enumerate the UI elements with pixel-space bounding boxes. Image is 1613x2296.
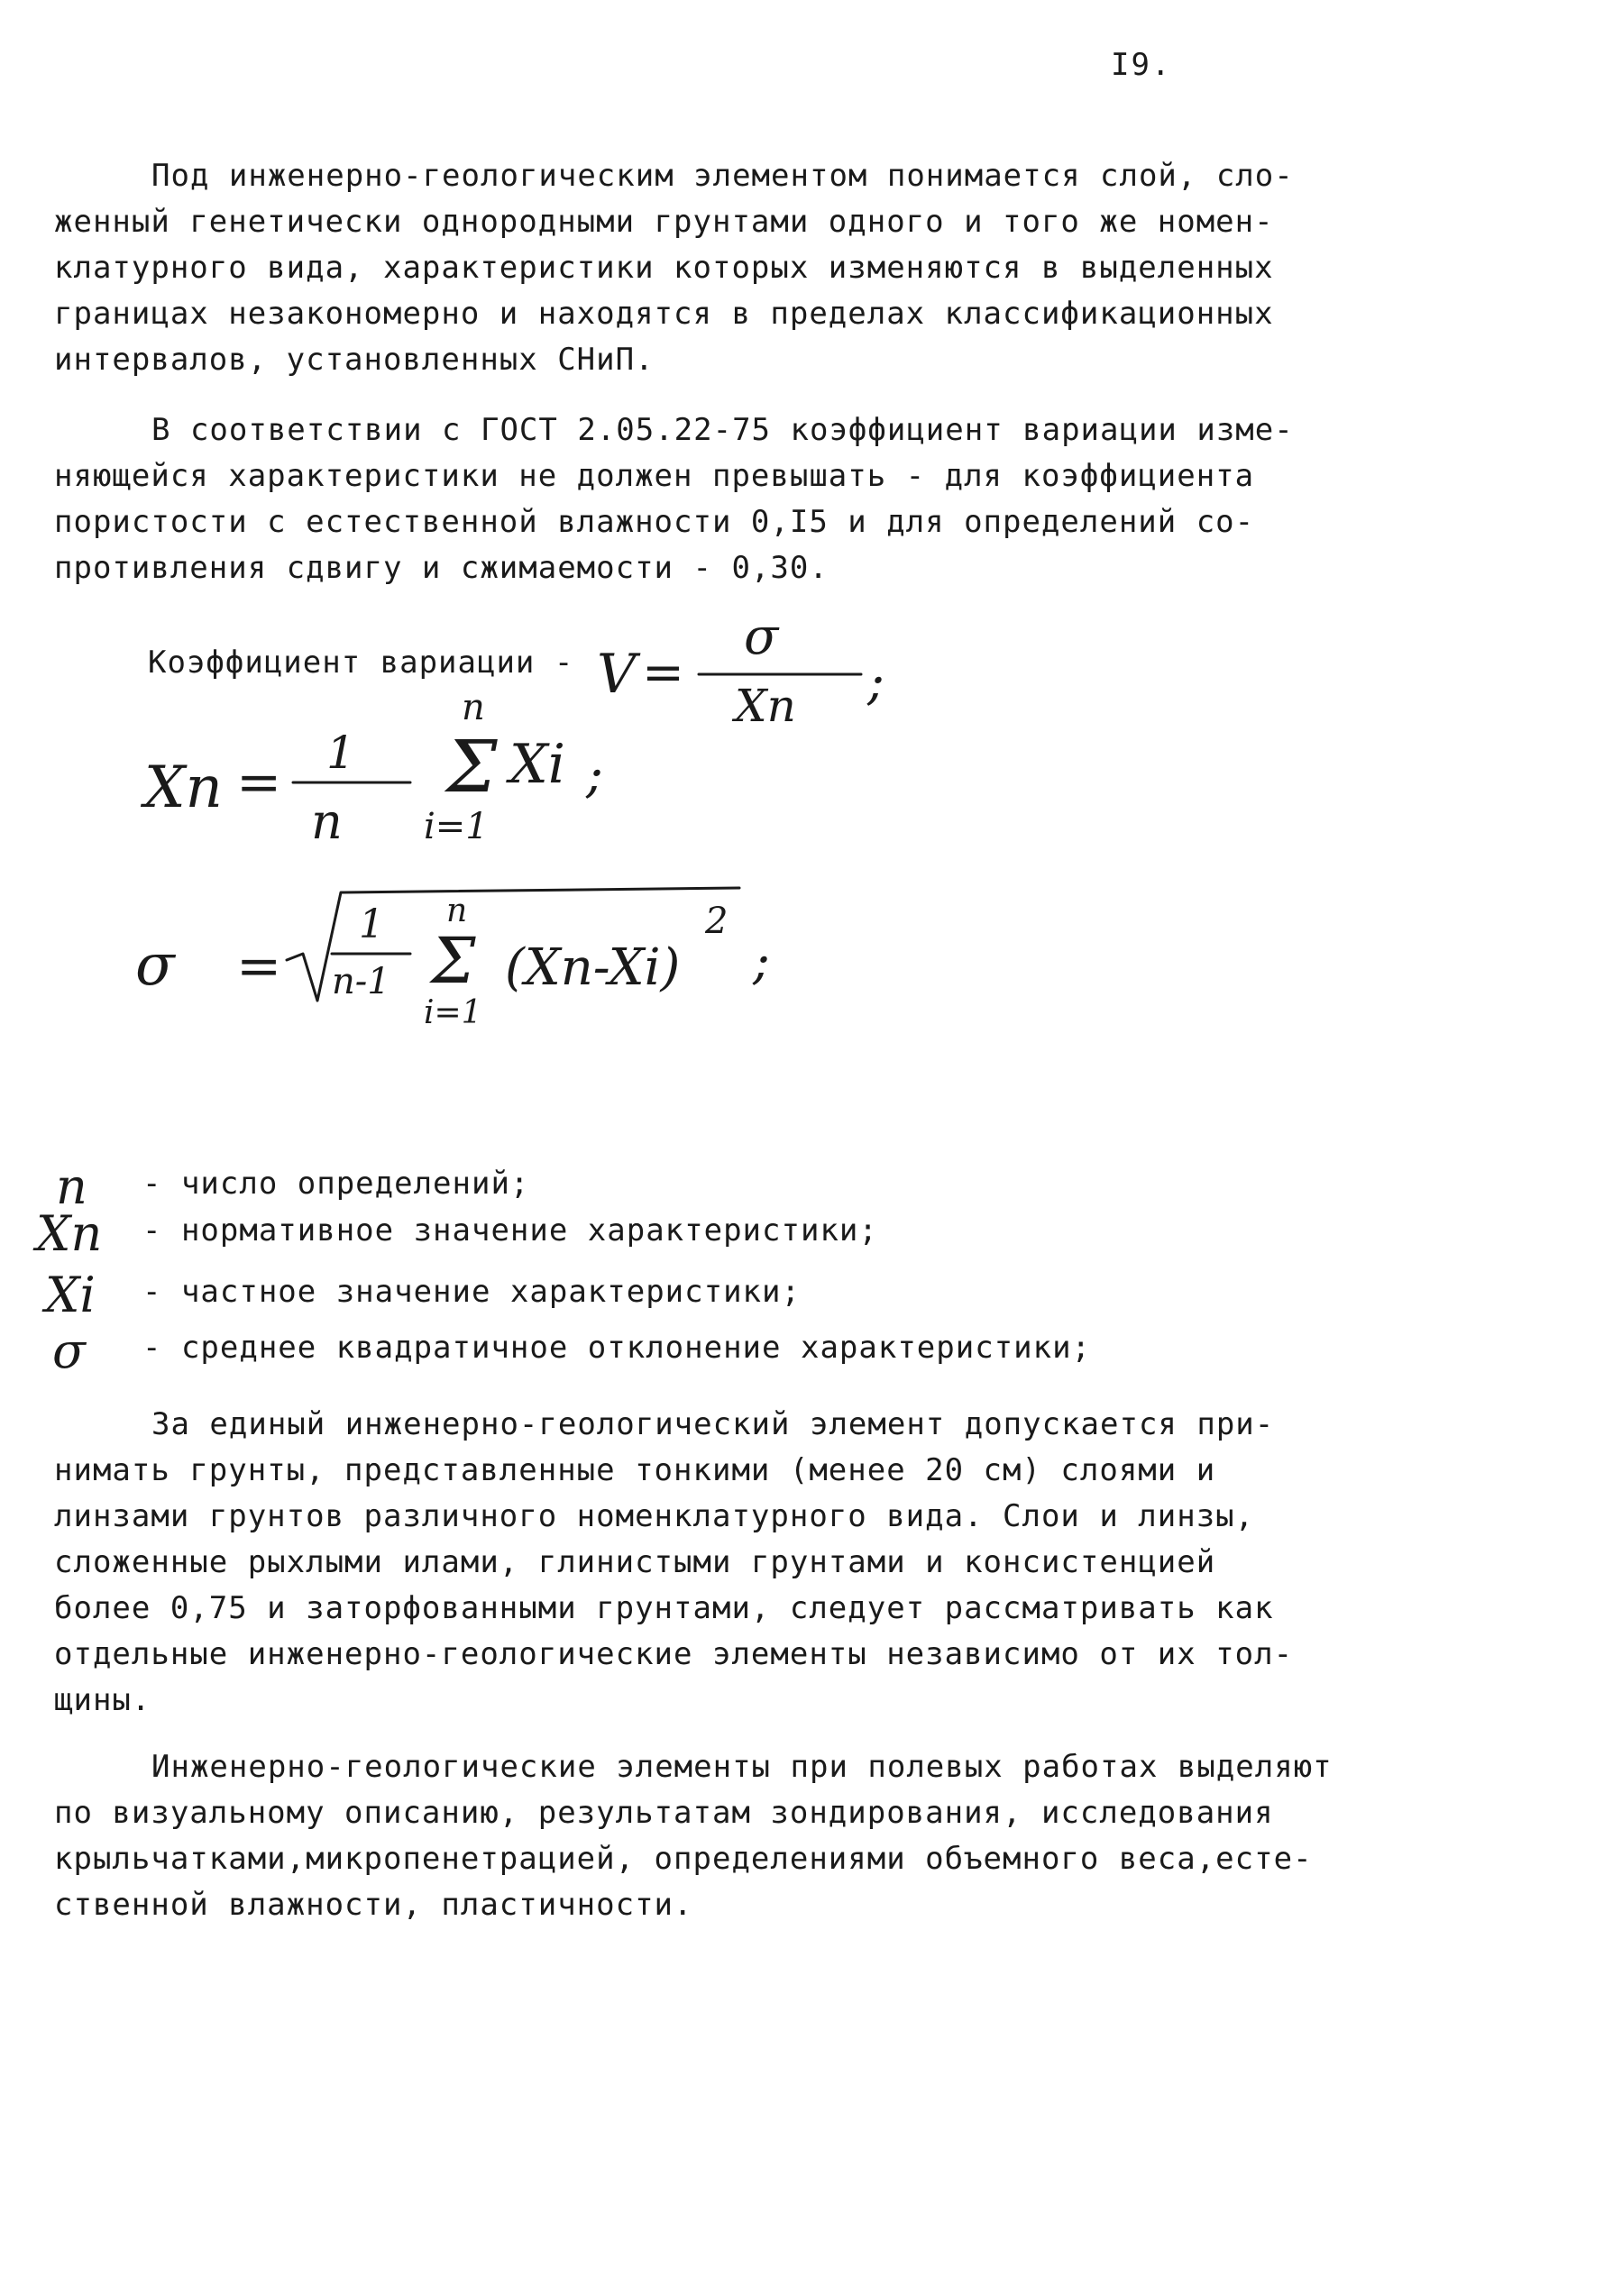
formula-mean	[140, 687, 603, 850]
formula-denominator: Xn	[735, 680, 796, 732]
text-line: более 0,75 и заторфованными грунтами, следует рассматривать как	[54, 1590, 1274, 1626]
legend-item	[36, 1205, 1388, 1262]
formula-end: ;	[867, 653, 884, 711]
text-line: отдельные инженерно-геологические элементы независимо от их тол-	[54, 1636, 1294, 1672]
legend-item	[36, 1267, 1388, 1323]
paragraph-definition	[54, 153, 1352, 383]
legend-symbol: Xn	[36, 1205, 103, 1262]
text-line: границах незакономерно и находятся в пределах классификационных	[54, 296, 1274, 332]
formula-eq: =	[236, 751, 282, 814]
formula-eq: =	[642, 644, 684, 702]
text-line: противления сдвигу и сжимаемости - 0,30.	[54, 550, 829, 586]
formula-numerator: 1	[326, 727, 355, 779]
legend-item	[36, 1322, 1388, 1379]
formula-denominator: n	[311, 793, 343, 850]
text-line: крыльчатками,микропенетрацией, определениями объемного веса,есте-	[54, 1841, 1313, 1877]
sum-upper: n	[462, 687, 485, 728]
text-line: по визуальному описанию, результатам зондирования, исследования	[54, 1795, 1274, 1831]
formula-deviation	[135, 888, 770, 1031]
text-line: интервалов, установленных СНиП.	[54, 342, 655, 378]
formula-power: 2	[705, 901, 729, 942]
formula-end: ;	[586, 746, 603, 804]
formula-end: ;	[753, 932, 770, 991]
legend-symbol: Xi	[45, 1267, 96, 1323]
sum-lower: i=1	[424, 994, 482, 1031]
text-line: сложенные рыхлыми илами, глинистыми грунтами и консистенцией	[54, 1544, 1216, 1580]
text-line: пористости с естественной влажности 0,I5 и для определений со-	[54, 504, 1255, 540]
paragraph-single-element	[54, 1402, 1352, 1724]
formula-lhs: V	[597, 643, 637, 706]
coefficient-label: Коэффициент вариации -	[148, 645, 574, 681]
legend-text: - число определений;	[142, 1166, 530, 1202]
text-line: няющейся характеристики не должен превышать - для коэффициента	[54, 458, 1255, 494]
formula-variation	[597, 608, 884, 732]
text-line: линзами грунтов различного номенклатурного вида. Слои и линзы,	[54, 1498, 1255, 1534]
text-line: ственной влажности, пластичности.	[54, 1887, 693, 1923]
text-line: щины.	[54, 1682, 151, 1718]
text-line: женный генетически однородными грунтами одного и того же номен-	[54, 204, 1274, 240]
legend-item	[36, 1158, 1388, 1215]
formula-term: (Xn-Xi)	[505, 938, 681, 997]
legend-text: - среднее квадратичное отклонение характеристики;	[142, 1330, 1092, 1366]
page-number: I9.	[1111, 47, 1172, 83]
paragraph-field-works	[54, 1744, 1352, 1928]
text-line: В соответствии с ГОСТ 2.05.22-75 коэффициент вариации изме-	[151, 412, 1294, 448]
formula-lhs: σ	[135, 932, 175, 999]
text-line: клатурного вида, характеристики которых изменяются в выделенных	[54, 250, 1274, 286]
formula-lhs: Xn	[144, 755, 223, 821]
formula-numerator: σ	[744, 608, 779, 666]
legend-symbol: n	[56, 1158, 87, 1215]
text-line: Инженерно-геологические элементы при полевых работах выделяют	[151, 1749, 1333, 1785]
legend-text: - нормативное значение характеристики;	[142, 1212, 878, 1249]
formula-numerator: 1	[359, 901, 384, 947]
formula-denominator: n-1	[332, 961, 390, 1002]
sum-lower: i=1	[424, 806, 489, 847]
legend-symbol: σ	[52, 1322, 86, 1379]
legend-text: - частное значение характеристики;	[142, 1274, 801, 1310]
formula-eq: =	[236, 935, 282, 998]
sum-upper: n	[446, 892, 468, 929]
sum-sign-icon: Σ	[446, 725, 498, 809]
paragraph-gost	[54, 407, 1352, 591]
text-line: нимать грунты, представленные тонкими (менее 20 см) слоями и	[54, 1452, 1216, 1488]
sqrt-sign-icon	[287, 888, 739, 1001]
text-line: За единый инженерно-геологический элемент допускается при-	[151, 1406, 1275, 1442]
formula-term: Xi	[509, 733, 565, 796]
text-line: Под инженерно-геологическим элементом понимается слой, сло-	[151, 158, 1294, 194]
sum-sign-icon: Σ	[431, 924, 476, 998]
